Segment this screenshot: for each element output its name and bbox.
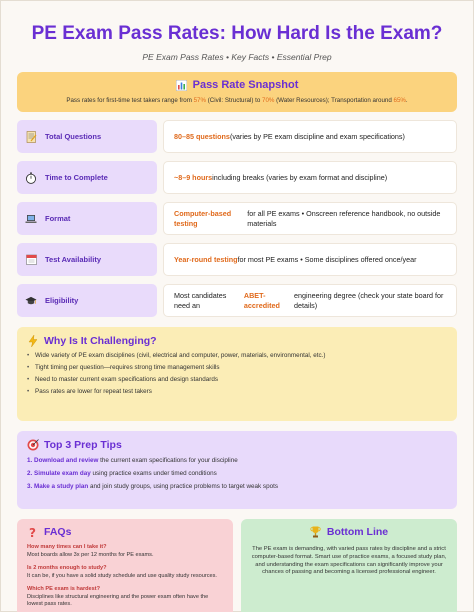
fact-label: Total Questions	[45, 132, 102, 141]
faq-item	[27, 586, 223, 608]
faq-card	[17, 519, 233, 612]
faq-question: How many times can I take it?	[27, 544, 107, 550]
page-title: PE Exam Pass Rates: How Hard Is the Exam?	[31, 23, 443, 44]
fact-row-format	[17, 202, 457, 235]
svg-text:?: ?	[29, 526, 36, 538]
lightning-icon	[27, 335, 39, 347]
list-item: 3. Make a study plan and join study groups, using practice problems to target weak spots	[27, 483, 278, 490]
tips-list	[27, 457, 447, 490]
target-icon	[27, 439, 39, 451]
prep-tips-card	[17, 431, 457, 509]
page-subtitle: PE Exam Pass Rates • Key Facts • Essential Prep	[142, 52, 332, 62]
challenge-list	[27, 352, 447, 395]
faq-heading: FAQs	[44, 526, 72, 538]
fact-row-test-availability	[17, 243, 457, 276]
fact-row-eligibility	[17, 284, 457, 317]
pass-rate-snapshot	[17, 72, 457, 112]
fact-value: 80–85 questions (varies by PE exam discipline and exam specifications)	[163, 120, 457, 153]
fact-value: Year-round testing for most PE exams • Some disciplines offered once/year	[163, 243, 457, 276]
pass-rate-low: 57%	[193, 97, 206, 104]
faq-answer: It can be, if you have a solid study schedule and use quality study resources.	[27, 573, 217, 579]
fact-label: Test Availability	[45, 255, 101, 264]
list-item: 1. Download and review the current exam specifications for your discipline	[27, 457, 238, 464]
bottom-line-heading: Bottom Line	[326, 526, 389, 538]
list-item: • Wide variety of PE exam disciplines (civil, electrical and computer, power, materials, environmental, etc.)	[27, 352, 447, 359]
faq-answer: Most boards allow 3x per 12 months for PE exams.	[27, 552, 154, 558]
stopwatch-icon	[25, 172, 37, 184]
fact-row-total-questions	[17, 120, 457, 153]
bottom-line-card	[241, 519, 457, 612]
trophy-icon	[310, 526, 322, 538]
question-icon	[27, 526, 39, 538]
snapshot-heading: Pass Rate Snapshot	[192, 79, 299, 91]
fact-label: Format	[45, 214, 71, 223]
tips-heading: Top 3 Prep Tips	[44, 439, 122, 451]
faq-answer: Disciplines like structural engineering and the power exam often have the lowest pass rates.	[27, 594, 209, 607]
snapshot-text: Pass rates for first-time test takers range from 57% (Civil: Structural) to 70% (Water Resources); Transportation around 65%.	[66, 97, 408, 104]
calendar-icon	[25, 254, 37, 266]
bottom-line-text: The PE exam is demanding, with varied pass rates by discipline and a strict computer-based format. Smart use of practice exams, a focused study plan, and understanding the exam specifications can significantly improve your chances of passing and becoming a licensed professional engineer.	[251, 546, 447, 576]
fact-label: Time to Complete	[45, 173, 108, 182]
challenge-card	[17, 327, 457, 421]
list-item: • Tight timing per question—requires strong time management skills	[27, 364, 447, 371]
faq-item	[27, 544, 223, 559]
faq-item	[27, 565, 223, 580]
fact-value: Computer-based testing for all PE exams • Onscreen reference handbook, no outside materials	[163, 202, 457, 235]
laptop-icon	[25, 213, 37, 225]
fact-value: ~8–9 hours including breaks (varies by exam format and discipline)	[163, 161, 457, 194]
fact-label: Eligibility	[45, 296, 79, 305]
faq-question: Is 2 months enough to study?	[27, 565, 107, 571]
memo-icon	[25, 131, 37, 143]
challenge-heading: Why Is It Challenging?	[44, 335, 157, 347]
pass-rate-high: 70%	[262, 97, 275, 104]
graduation-cap-icon	[25, 295, 37, 307]
list-item: • Need to master current exam specifications and design standards	[27, 376, 447, 383]
pass-rate-transportation: 65%	[393, 97, 406, 104]
bar-chart-icon	[176, 79, 188, 91]
faq-question: Which PE exam is hardest?	[27, 586, 101, 592]
list-item: • Pass rates are lower for repeat test takers	[27, 388, 447, 395]
list-item: 2. Simulate exam day using practice exams under timed conditions	[27, 470, 217, 477]
fact-row-time-to-complete	[17, 161, 457, 194]
fact-value: Most candidates need an ABET-accredited engineering degree (check your state board for details)	[163, 284, 457, 317]
